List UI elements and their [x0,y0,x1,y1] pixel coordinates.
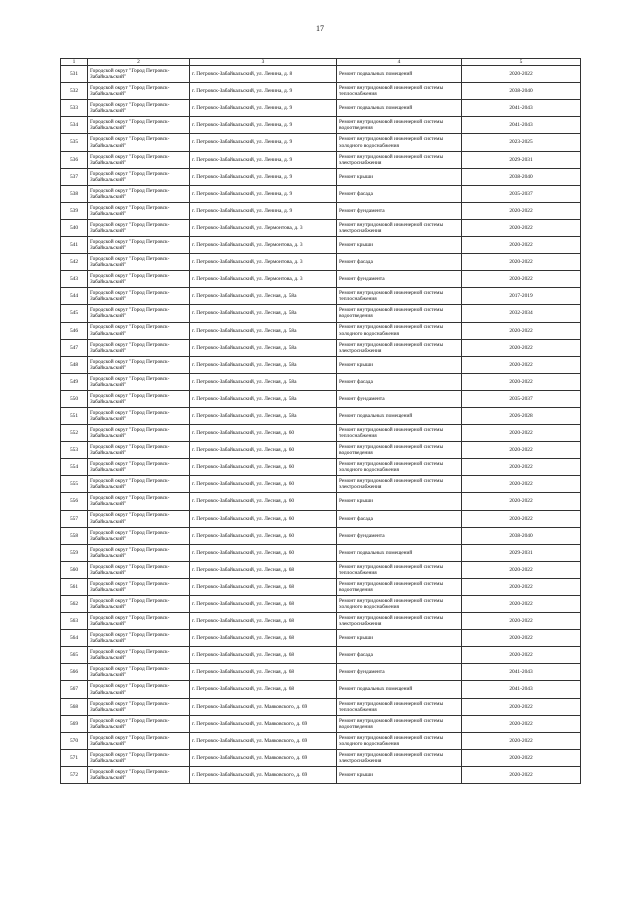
years-cell: 2038-2040 [462,83,581,100]
table-row [61,117,581,134]
page-number: 17 [316,24,324,33]
municipality-cell: Городской округ "Город Петровск-Забайкальский" [88,442,190,459]
municipality-cell: Городской округ "Город Петровск-Забайкальский" [88,425,190,442]
row-number: 549 [61,373,88,390]
work-type-cell: Ремонт внутридомовой инженерной системы холодного водоснабжения [337,596,462,613]
municipality-cell: Городской округ "Город Петровск-Забайкальский" [88,271,190,288]
address-cell: г. Петровск-Забайкальский, ул. Ленина, д. 9 [190,83,337,100]
header-row [61,59,581,66]
row-number: 563 [61,613,88,630]
years-cell: 2020-2022 [462,219,581,236]
work-type-cell: Ремонт фасада [337,647,462,664]
municipality-cell: Городской округ "Город Петровск-Забайкальский" [88,527,190,544]
years-cell: 2020-2022 [462,373,581,390]
row-number: 533 [61,100,88,117]
row-number: 555 [61,476,88,493]
municipality-cell: Городской округ "Город Петровск-Забайкальский" [88,151,190,168]
municipality-cell: Городской округ "Город Петровск-Забайкальский" [88,578,190,595]
work-type-cell: Ремонт внутридомовой инженерной системы холодного водоснабжения [337,459,462,476]
municipality-cell: Городской округ "Город Петровск-Забайкальский" [88,356,190,373]
header-col-2: 2 [88,59,190,66]
row-number: 571 [61,749,88,766]
table-row [61,237,581,254]
work-type-cell: Ремонт фасада [337,185,462,202]
row-number: 539 [61,202,88,219]
row-number: 538 [61,185,88,202]
years-cell: 2020-2022 [462,630,581,647]
years-cell: 2020-2022 [462,578,581,595]
address-cell: г. Петровск-Забайкальский, ул. Ленина, д. 9 [190,100,337,117]
address-cell: г. Петровск-Забайкальский, ул. Лесная, д. 58а [190,407,337,424]
municipality-cell: Городской округ "Город Петровск-Забайкальский" [88,237,190,254]
address-cell: г. Петровск-Забайкальский, ул. Лермонтова, д. 3 [190,254,337,271]
municipality-cell: Городской округ "Город Петровск-Забайкальский" [88,254,190,271]
work-type-cell: Ремонт подвальных помещений [337,544,462,561]
municipality-cell: Городской округ "Город Петровск-Забайкальский" [88,322,190,339]
table-row [61,442,581,459]
table-row [61,100,581,117]
years-cell: 2035-2037 [462,185,581,202]
address-cell: г. Петровск-Забайкальский, ул. Лермонтова, д. 3 [190,219,337,236]
years-cell: 2026-2028 [462,407,581,424]
work-type-cell: Ремонт крыши [337,168,462,185]
work-type-cell: Ремонт внутридомовой инженерной системы водоотведения [337,117,462,134]
address-cell: г. Петровск-Забайкальский, ул. Лесная, д. 58а [190,390,337,407]
row-number: 561 [61,578,88,595]
table-row [61,425,581,442]
row-number: 540 [61,219,88,236]
work-type-cell: Ремонт фундамента [337,390,462,407]
municipality-cell: Городской округ "Город Петровск-Забайкальский" [88,510,190,527]
work-type-cell: Ремонт внутридомовой инженерной системы электроснабжения [337,339,462,356]
years-cell: 2041-2043 [462,117,581,134]
row-number: 560 [61,561,88,578]
work-type-cell: Ремонт фасада [337,510,462,527]
municipality-cell: Городской округ "Город Петровск-Забайкальский" [88,493,190,510]
years-cell: 2020-2022 [462,322,581,339]
row-number: 565 [61,647,88,664]
work-type-cell: Ремонт подвальных помещений [337,66,462,83]
table-row [61,732,581,749]
municipality-cell: Городской округ "Город Петровск-Забайкальский" [88,390,190,407]
municipality-cell: Городской округ "Город Петровск-Забайкальский" [88,117,190,134]
years-cell: 2038-2040 [462,168,581,185]
row-number: 558 [61,527,88,544]
address-cell: г. Петровск-Забайкальский, ул. Ленина, д. 9 [190,185,337,202]
row-number: 564 [61,630,88,647]
municipality-cell: Городской округ "Город Петровск-Забайкальский" [88,185,190,202]
work-type-cell: Ремонт крыши [337,630,462,647]
table-row [61,613,581,630]
address-cell: г. Петровск-Забайкальский, ул. Ленина, д. 9 [190,168,337,185]
address-cell: г. Петровск-Забайкальский, ул. Лесная, д. 60 [190,493,337,510]
row-number: 542 [61,254,88,271]
address-cell: г. Петровск-Забайкальский, ул. Лесная, д. 60 [190,476,337,493]
municipality-cell: Городской округ "Город Петровск-Забайкальский" [88,732,190,749]
header-col-4: 4 [337,59,462,66]
table-row [61,288,581,305]
table-row [61,390,581,407]
address-cell: г. Петровск-Забайкальский, ул. Лесная, д. 58а [190,373,337,390]
table-row [61,322,581,339]
row-number: 567 [61,681,88,698]
municipality-cell: Городской округ "Город Петровск-Забайкальский" [88,134,190,151]
address-cell: г. Петровск-Забайкальский, ул. Лесная, д. 58а [190,339,337,356]
table-row [61,630,581,647]
table-row [61,305,581,322]
municipality-cell: Городской округ "Город Петровск-Забайкальский" [88,339,190,356]
row-number: 556 [61,493,88,510]
address-cell: г. Петровск-Забайкальский, ул. Лесная, д. 68 [190,681,337,698]
municipality-cell: Городской округ "Город Петровск-Забайкальский" [88,288,190,305]
address-cell: г. Петровск-Забайкальский, ул. Лесная, д. 58а [190,288,337,305]
work-type-cell: Ремонт подвальных помещений [337,407,462,424]
row-number: 559 [61,544,88,561]
address-cell: г. Петровск-Забайкальский, ул. Лермонтова, д. 3 [190,271,337,288]
address-cell: г. Петровск-Забайкальский, ул. Лесная, д. 68 [190,561,337,578]
row-number: 536 [61,151,88,168]
table-row [61,578,581,595]
address-cell: г. Петровск-Забайкальский, ул. Лесная, д. 68 [190,647,337,664]
table-row [61,407,581,424]
work-type-cell: Ремонт внутридомовой инженерной системы теплоснабжения [337,83,462,100]
row-number: 544 [61,288,88,305]
row-number: 541 [61,237,88,254]
municipality-cell: Городской округ "Город Петровск-Забайкальский" [88,407,190,424]
table-row [61,219,581,236]
work-type-cell: Ремонт внутридомовой инженерной системы холодного водоснабжения [337,732,462,749]
row-number: 543 [61,271,88,288]
table-row [61,527,581,544]
years-cell: 2032-2034 [462,305,581,322]
years-cell: 2020-2022 [462,715,581,732]
years-cell: 2020-2022 [462,596,581,613]
row-number: 545 [61,305,88,322]
municipality-cell: Городской округ "Город Петровск-Забайкальский" [88,647,190,664]
address-cell: г. Петровск-Забайкальский, ул. Лесная, д. 58а [190,305,337,322]
table-body [61,66,581,784]
years-cell: 2017-2019 [462,288,581,305]
years-cell: 2020-2022 [462,561,581,578]
municipality-cell: Городской округ "Город Петровск-Забайкальский" [88,66,190,83]
row-number: 551 [61,407,88,424]
work-type-cell: Ремонт внутридомовой инженерной системы водоотведения [337,715,462,732]
work-type-cell: Ремонт внутридомовой инженерной системы теплоснабжения [337,425,462,442]
address-cell: г. Петровск-Забайкальский, ул. Лесная, д. 68 [190,630,337,647]
address-cell: г. Петровск-Забайкальский, ул. Маяковского, д. 69 [190,698,337,715]
table-row [61,476,581,493]
work-type-cell: Ремонт внутридомовой инженерной системы теплоснабжения [337,561,462,578]
years-cell: 2020-2022 [462,271,581,288]
address-cell: г. Петровск-Забайкальский, ул. Лесная, д. 58а [190,322,337,339]
row-number: 568 [61,698,88,715]
address-cell: г. Петровск-Забайкальский, ул. Ленина, д. 9 [190,202,337,219]
address-cell: г. Петровск-Забайкальский, ул. Маяковского, д. 69 [190,715,337,732]
years-cell: 2020-2022 [462,254,581,271]
work-type-cell: Ремонт крыши [337,493,462,510]
municipality-cell: Городской округ "Город Петровск-Забайкальский" [88,219,190,236]
years-cell: 2020-2022 [462,647,581,664]
address-cell: г. Петровск-Забайкальский, ул. Лесная, д. 60 [190,425,337,442]
municipality-cell: Городской округ "Город Петровск-Забайкальский" [88,544,190,561]
table-row [61,66,581,83]
address-cell: г. Петровск-Забайкальский, ул. Лесная, д. 60 [190,459,337,476]
years-cell: 2020-2022 [462,66,581,83]
table-row [61,271,581,288]
work-type-cell: Ремонт внутридомовой инженерной системы холодного водоснабжения [337,322,462,339]
years-cell: 2020-2022 [462,510,581,527]
row-number: 550 [61,390,88,407]
address-cell: г. Петровск-Забайкальский, ул. Ленина, д. 8 [190,66,337,83]
table-row [61,664,581,681]
work-type-cell: Ремонт фундамента [337,271,462,288]
table-row [61,561,581,578]
work-type-cell: Ремонт внутридомовой инженерной системы электроснабжения [337,749,462,766]
table-row [61,356,581,373]
address-cell: г. Петровск-Забайкальский, ул. Лесная, д. 68 [190,664,337,681]
address-cell: г. Петровск-Забайкальский, ул. Ленина, д. 9 [190,134,337,151]
years-cell: 2020-2022 [462,202,581,219]
address-cell: г. Петровск-Забайкальский, ул. Лесная, д. 60 [190,442,337,459]
years-cell: 2038-2040 [462,527,581,544]
years-cell: 2041-2043 [462,681,581,698]
table-row [61,715,581,732]
municipality-cell: Городской округ "Город Петровск-Забайкальский" [88,100,190,117]
municipality-cell: Городской округ "Город Петровск-Забайкальский" [88,698,190,715]
years-cell: 2020-2022 [462,732,581,749]
row-number: 537 [61,168,88,185]
address-cell: г. Петровск-Забайкальский, ул. Лермонтова, д. 3 [190,237,337,254]
years-cell: 2020-2022 [462,613,581,630]
years-cell: 2035-2037 [462,390,581,407]
work-type-cell: Ремонт внутридомовой инженерной системы водоотведения [337,578,462,595]
row-number: 562 [61,596,88,613]
row-number: 554 [61,459,88,476]
table-row [61,339,581,356]
municipality-cell: Городской округ "Город Петровск-Забайкальский" [88,715,190,732]
address-cell: г. Петровск-Забайкальский, ул. Лесная, д. 60 [190,510,337,527]
years-cell: 2020-2022 [462,698,581,715]
header-col-1: 1 [61,59,88,66]
table-row [61,185,581,202]
row-number: 557 [61,510,88,527]
table-row [61,510,581,527]
municipality-cell: Городской округ "Город Петровск-Забайкальский" [88,630,190,647]
municipality-cell: Городской округ "Город Петровск-Забайкальский" [88,305,190,322]
table-row [61,681,581,698]
work-type-cell: Ремонт внутридомовой инженерной системы электроснабжения [337,219,462,236]
row-number: 553 [61,442,88,459]
years-cell: 2020-2022 [462,766,581,783]
years-cell: 2029-2031 [462,151,581,168]
years-cell: 2041-2043 [462,100,581,117]
work-type-cell: Ремонт внутридомовой инженерной системы водоотведения [337,442,462,459]
address-cell: г. Петровск-Забайкальский, ул. Маяковского, д. 69 [190,732,337,749]
years-cell: 2020-2022 [462,339,581,356]
address-cell: г. Петровск-Забайкальский, ул. Лесная, д. 60 [190,527,337,544]
address-cell: г. Петровск-Забайкальский, ул. Маяковского, д. 69 [190,749,337,766]
work-type-cell: Ремонт фасада [337,373,462,390]
work-type-cell: Ремонт подвальных помещений [337,100,462,117]
municipality-cell: Городской округ "Город Петровск-Забайкальский" [88,202,190,219]
table-row [61,766,581,783]
municipality-cell: Городской округ "Город Петровск-Забайкальский" [88,168,190,185]
table-row [61,202,581,219]
table-row [61,134,581,151]
row-number: 531 [61,66,88,83]
row-number: 534 [61,117,88,134]
work-type-cell: Ремонт крыши [337,237,462,254]
work-type-cell: Ремонт фасада [337,254,462,271]
years-cell: 2020-2022 [462,442,581,459]
work-type-cell: Ремонт подвальных помещений [337,681,462,698]
table-row [61,749,581,766]
years-cell: 2041-2043 [462,664,581,681]
years-cell: 2023-2025 [462,134,581,151]
table-row [61,168,581,185]
years-cell: 2020-2022 [462,237,581,254]
table-header [61,59,581,66]
work-type-cell: Ремонт крыши [337,766,462,783]
years-cell: 2020-2022 [462,356,581,373]
municipality-cell: Городской округ "Город Петровск-Забайкальский" [88,766,190,783]
table-row [61,459,581,476]
years-cell: 2020-2022 [462,425,581,442]
address-cell: г. Петровск-Забайкальский, ул. Маяковского, д. 69 [190,766,337,783]
municipality-cell: Городской округ "Город Петровск-Забайкальский" [88,749,190,766]
years-cell: 2020-2022 [462,476,581,493]
row-number: 566 [61,664,88,681]
address-cell: г. Петровск-Забайкальский, ул. Лесная, д. 68 [190,578,337,595]
address-cell: г. Петровск-Забайкальский, ул. Лесная, д. 68 [190,613,337,630]
table-row [61,647,581,664]
years-cell: 2029-2031 [462,544,581,561]
municipality-cell: Городской округ "Город Петровск-Забайкальский" [88,681,190,698]
address-cell: г. Петровск-Забайкальский, ул. Ленина, д. 9 [190,117,337,134]
municipality-cell: Городской округ "Город Петровск-Забайкальский" [88,476,190,493]
work-type-cell: Ремонт внутридомовой инженерной системы электроснабжения [337,151,462,168]
row-number: 570 [61,732,88,749]
municipality-cell: Городской округ "Город Петровск-Забайкальский" [88,613,190,630]
table-row [61,698,581,715]
municipality-cell: Городской округ "Город Петровск-Забайкальский" [88,561,190,578]
address-cell: г. Петровск-Забайкальский, ул. Лесная, д. 60 [190,544,337,561]
row-number: 535 [61,134,88,151]
years-cell: 2020-2022 [462,493,581,510]
header-col-3: 3 [190,59,337,66]
work-type-cell: Ремонт фундамента [337,527,462,544]
years-cell: 2020-2022 [462,459,581,476]
row-number: 569 [61,715,88,732]
row-number: 547 [61,339,88,356]
table-row [61,83,581,100]
work-type-cell: Ремонт фундамента [337,202,462,219]
row-number: 546 [61,322,88,339]
municipality-cell: Городской округ "Город Петровск-Забайкальский" [88,373,190,390]
address-cell: г. Петровск-Забайкальский, ул. Ленина, д. 9 [190,151,337,168]
table-row [61,596,581,613]
work-type-cell: Ремонт крыши [337,356,462,373]
address-cell: г. Петровск-Забайкальский, ул. Лесная, д. 58а [190,356,337,373]
work-type-cell: Ремонт внутридомовой инженерной системы электроснабжения [337,476,462,493]
repair-schedule-table [60,58,581,784]
table-row [61,151,581,168]
table-row [61,254,581,271]
work-type-cell: Ремонт внутридомовой инженерной системы теплоснабжения [337,698,462,715]
municipality-cell: Городской округ "Город Петровск-Забайкальский" [88,596,190,613]
municipality-cell: Городской округ "Город Петровск-Забайкальский" [88,664,190,681]
header-col-5: 5 [462,59,581,66]
years-cell: 2020-2022 [462,749,581,766]
municipality-cell: Городской округ "Город Петровск-Забайкальский" [88,83,190,100]
row-number: 572 [61,766,88,783]
work-type-cell: Ремонт внутридомовой инженерной системы теплоснабжения [337,288,462,305]
table-row [61,373,581,390]
municipality-cell: Городской округ "Город Петровск-Забайкальский" [88,459,190,476]
address-cell: г. Петровск-Забайкальский, ул. Лесная, д. 68 [190,596,337,613]
work-type-cell: Ремонт внутридомовой инженерной системы холодного водоснабжения [337,134,462,151]
table-row [61,493,581,510]
table-row [61,544,581,561]
work-type-cell: Ремонт фундамента [337,664,462,681]
work-type-cell: Ремонт внутридомовой инженерной системы электроснабжения [337,613,462,630]
row-number: 548 [61,356,88,373]
row-number: 552 [61,425,88,442]
work-type-cell: Ремонт внутридомовой инженерной системы водоотведения [337,305,462,322]
row-number: 532 [61,83,88,100]
